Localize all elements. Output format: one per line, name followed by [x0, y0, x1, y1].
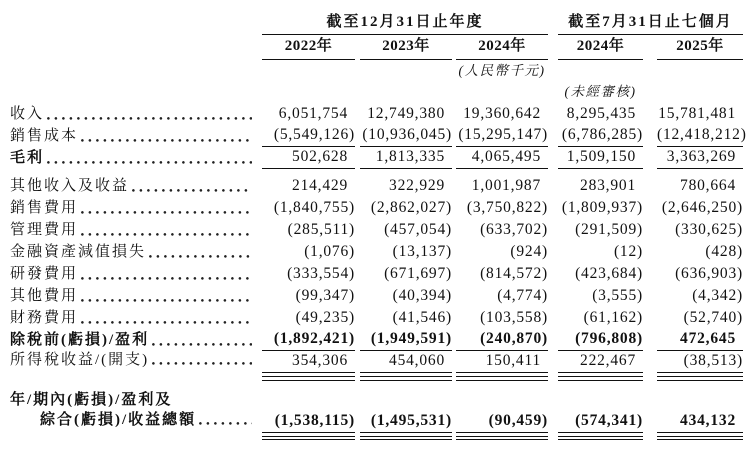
row-label: 銷售費用	[10, 200, 79, 216]
cell-value	[360, 175, 452, 197]
dot-leader	[132, 188, 252, 192]
cell-value	[657, 175, 743, 197]
cell-value	[558, 147, 643, 169]
cell-value	[360, 307, 452, 329]
cell-value	[456, 147, 548, 169]
cell-number: (291,509)	[575, 221, 643, 238]
cell-value	[360, 197, 452, 219]
cell-number: (12,418,212)	[657, 125, 743, 147]
row-label: 銷售成本	[10, 128, 79, 144]
cell-number: (99,347)	[295, 287, 355, 304]
dot-leader	[81, 210, 252, 214]
period-group-annual: 截至12月31日止年度	[262, 13, 548, 35]
cell-number: (423,684)	[575, 265, 643, 282]
cell-number: (814,572)	[480, 265, 548, 282]
row-label-cell	[0, 285, 262, 307]
row-label: 所得稅收益/(開支)	[10, 352, 150, 368]
cell-number: (41,546)	[392, 309, 452, 326]
row-label: 毛利	[10, 150, 45, 166]
cell-value	[456, 329, 548, 351]
table-row	[0, 329, 750, 351]
cell-number: 1,813,335	[360, 147, 452, 169]
row-label: 管理費用	[10, 222, 79, 238]
period-group-seven-months: 截至7月31日止七個月	[558, 13, 743, 35]
cell-value	[262, 285, 355, 307]
cell-number: (1,949,591)	[360, 329, 452, 351]
cell-value	[657, 263, 743, 285]
cell-number: (574,341)	[558, 411, 643, 433]
cell-number: (2,862,027)	[370, 199, 452, 216]
cell-value	[262, 125, 355, 147]
dot-leader	[47, 116, 252, 120]
cell-number: (1,495,531)	[360, 411, 452, 433]
currency-note: (人民幣千元)	[458, 63, 546, 78]
table-body	[0, 103, 750, 440]
cell-number: 472,645	[657, 329, 743, 351]
row-label-cell	[0, 103, 262, 125]
table-row	[0, 219, 750, 241]
row-label-cell	[0, 197, 262, 219]
cell-value	[558, 219, 643, 241]
dot-leader	[152, 361, 252, 365]
cell-value	[456, 307, 548, 329]
cell-value	[360, 351, 452, 381]
cell-number: 3,363,269	[657, 147, 743, 169]
table-row	[0, 351, 750, 381]
cell-number: (61,162)	[583, 309, 643, 326]
cell-number: (636,903)	[675, 265, 743, 282]
double-rule	[657, 376, 743, 381]
cell-value	[558, 351, 643, 381]
cell-value	[558, 411, 643, 441]
table-row	[0, 241, 750, 263]
unaudited-note-row	[0, 81, 750, 102]
row-label: 財務費用	[10, 310, 79, 326]
column-header-2024: 2024年	[456, 37, 548, 60]
cell-number: (240,870)	[456, 329, 548, 351]
table-row-label-top	[0, 389, 750, 411]
double-rule	[456, 436, 548, 441]
cell-number: 322,929	[389, 177, 445, 194]
cell-number: 6,051,754	[278, 105, 348, 122]
cell-number: (3,555)	[592, 287, 643, 304]
cell-number: 150,411	[456, 351, 548, 373]
dot-leader	[149, 254, 252, 258]
cell-number: (457,054)	[384, 221, 452, 238]
cell-value	[558, 241, 643, 263]
cell-number: (796,808)	[558, 329, 643, 351]
cell-number: 780,664	[680, 177, 736, 194]
double-rule	[558, 376, 643, 381]
cell-value	[558, 103, 643, 125]
cell-value	[360, 241, 452, 263]
cell-value	[262, 175, 355, 197]
cell-value	[360, 285, 452, 307]
cell-value	[657, 285, 743, 307]
row-label: 其他費用	[10, 288, 79, 304]
cell-value	[360, 103, 452, 125]
table-row	[0, 147, 750, 169]
table-row	[0, 307, 750, 329]
row-label-cell	[0, 175, 262, 197]
cell-number: 502,628	[262, 147, 355, 169]
double-rule	[360, 376, 452, 381]
cell-value	[456, 241, 548, 263]
cell-number: (12)	[613, 243, 643, 260]
cell-number: (1,538,115)	[262, 411, 355, 433]
cell-value	[456, 103, 548, 125]
row-label-cell	[0, 351, 262, 370]
cell-number: (3,750,822)	[466, 199, 548, 216]
cell-number: (5,549,126)	[262, 125, 355, 147]
cell-value	[360, 147, 452, 169]
cell-number: 1,001,987	[471, 177, 541, 194]
cell-value	[558, 263, 643, 285]
cell-value	[262, 329, 355, 351]
row-label: 除稅前(虧損)/盈利	[10, 332, 150, 348]
cell-value	[657, 329, 743, 351]
row-label: 其他收入及收益	[10, 178, 130, 194]
cell-value	[558, 175, 643, 197]
cell-number: (40,394)	[392, 287, 452, 304]
cell-value	[360, 329, 452, 351]
column-header-2023: 2023年	[360, 37, 452, 60]
column-header-2024-7m: 2024年	[558, 37, 643, 60]
cell-value	[558, 285, 643, 307]
cell-value	[262, 307, 355, 329]
cell-value	[456, 411, 548, 441]
column-header-2022: 2022年	[262, 37, 355, 60]
cell-number: (1,076)	[304, 243, 355, 260]
row-label: 金融資產減值損失	[10, 244, 147, 260]
row-label-cell	[0, 411, 262, 430]
table-row	[0, 103, 750, 125]
cell-value	[657, 307, 743, 329]
row-label: 綜合(虧損)/收益總額	[40, 411, 197, 428]
double-rule	[558, 436, 643, 441]
cell-number: 434,132	[657, 411, 743, 433]
cell-number: (103,558)	[480, 309, 548, 326]
unaudited-note: (未經審核)	[564, 84, 637, 99]
row-label-cell	[0, 329, 262, 351]
cell-number: (6,786,285)	[558, 125, 643, 147]
cell-value	[657, 125, 747, 147]
row-label: 年/期內(虧損)/盈利及	[10, 391, 173, 408]
cell-number: (52,740)	[683, 309, 743, 326]
cell-number: (49,235)	[295, 309, 355, 326]
cell-value	[262, 241, 355, 263]
cell-number: (333,554)	[287, 265, 355, 282]
cell-value	[456, 197, 548, 219]
row-label-cell	[0, 389, 262, 411]
dot-leader	[81, 320, 252, 324]
cell-value	[456, 125, 548, 147]
cell-number: (330,625)	[675, 221, 743, 238]
cell-value	[456, 351, 548, 381]
cell-number: (924)	[510, 243, 548, 260]
cell-number: 1,509,150	[558, 147, 643, 169]
cell-value	[657, 351, 743, 381]
cell-number: (15,295,147)	[456, 125, 548, 147]
cell-value	[558, 125, 643, 147]
cell-value	[657, 197, 743, 219]
cell-number: (2,646,250)	[661, 199, 743, 216]
table-row	[0, 125, 750, 147]
cell-value	[558, 329, 643, 351]
cell-value	[456, 285, 548, 307]
cell-number: 4,065,495	[456, 147, 548, 169]
cell-number: 12,749,380	[367, 105, 445, 122]
cell-number: (671,697)	[384, 265, 452, 282]
cell-number: (633,702)	[480, 221, 548, 238]
cell-number: (285,511)	[287, 221, 355, 238]
cell-number: 19,360,642	[463, 105, 541, 122]
cell-number: 283,901	[580, 177, 636, 194]
cell-number: (90,459)	[456, 411, 548, 433]
cell-value	[657, 219, 743, 241]
cell-value	[657, 241, 743, 263]
row-label: 研發費用	[10, 266, 79, 282]
cell-number: (10,936,045)	[360, 125, 452, 147]
cell-number: (38,513)	[657, 351, 743, 373]
dot-leader	[81, 276, 252, 280]
cell-value	[262, 147, 355, 169]
cell-value	[262, 197, 355, 219]
cell-number: (4,342)	[692, 287, 743, 304]
cell-value	[558, 307, 643, 329]
currency-note-row	[0, 60, 750, 81]
dot-leader	[81, 298, 252, 302]
cell-value	[657, 411, 743, 441]
row-label-cell	[0, 307, 262, 329]
cell-value	[360, 219, 452, 241]
cell-number: 454,060	[360, 351, 452, 373]
dot-leader	[81, 232, 252, 236]
dot-leader	[199, 421, 252, 425]
row-label-cell	[0, 263, 262, 285]
row-label: 收入	[10, 106, 45, 122]
column-header-2025-7m: 2025年	[657, 37, 743, 60]
row-label-cell	[0, 125, 262, 147]
cell-number: 214,429	[292, 177, 348, 194]
table-header-period-groups	[0, 13, 750, 35]
cell-number: (1,892,421)	[262, 329, 355, 351]
cell-value	[360, 263, 452, 285]
row-label-cell	[0, 147, 262, 169]
row-label-cell	[0, 219, 262, 241]
cell-number: (13,137)	[392, 243, 452, 260]
cell-value	[360, 125, 452, 147]
table-row	[0, 263, 750, 285]
double-rule	[360, 436, 452, 441]
dot-leader	[47, 160, 252, 164]
dot-leader	[81, 138, 252, 142]
cell-number: 354,306	[262, 351, 355, 373]
cell-number: (4,774)	[497, 287, 548, 304]
cell-value	[456, 263, 548, 285]
dot-leader	[152, 342, 252, 346]
table-row	[0, 197, 750, 219]
cell-value	[262, 103, 355, 125]
cell-value	[558, 197, 643, 219]
cell-value	[657, 147, 743, 169]
cell-number: 8,295,435	[566, 105, 636, 122]
cell-number: (428)	[705, 243, 743, 260]
cell-value	[262, 351, 355, 381]
cell-value	[262, 411, 355, 441]
table-row	[0, 175, 750, 197]
cell-value	[456, 219, 548, 241]
cell-value	[360, 411, 452, 441]
cell-number: 15,781,481	[658, 105, 736, 122]
double-rule	[456, 376, 548, 381]
double-rule	[262, 436, 355, 441]
row-label-cell	[0, 241, 262, 263]
cell-value	[262, 219, 355, 241]
cell-number: 222,467	[558, 351, 643, 373]
cell-number: (1,809,937)	[561, 199, 643, 216]
double-rule	[657, 436, 743, 441]
table-row	[0, 411, 750, 441]
cell-value	[456, 175, 548, 197]
cell-number: (1,840,755)	[273, 199, 355, 216]
cell-value	[262, 263, 355, 285]
table-header-years	[0, 37, 750, 60]
table-row	[0, 285, 750, 307]
double-rule	[262, 376, 355, 381]
cell-value	[657, 103, 743, 125]
